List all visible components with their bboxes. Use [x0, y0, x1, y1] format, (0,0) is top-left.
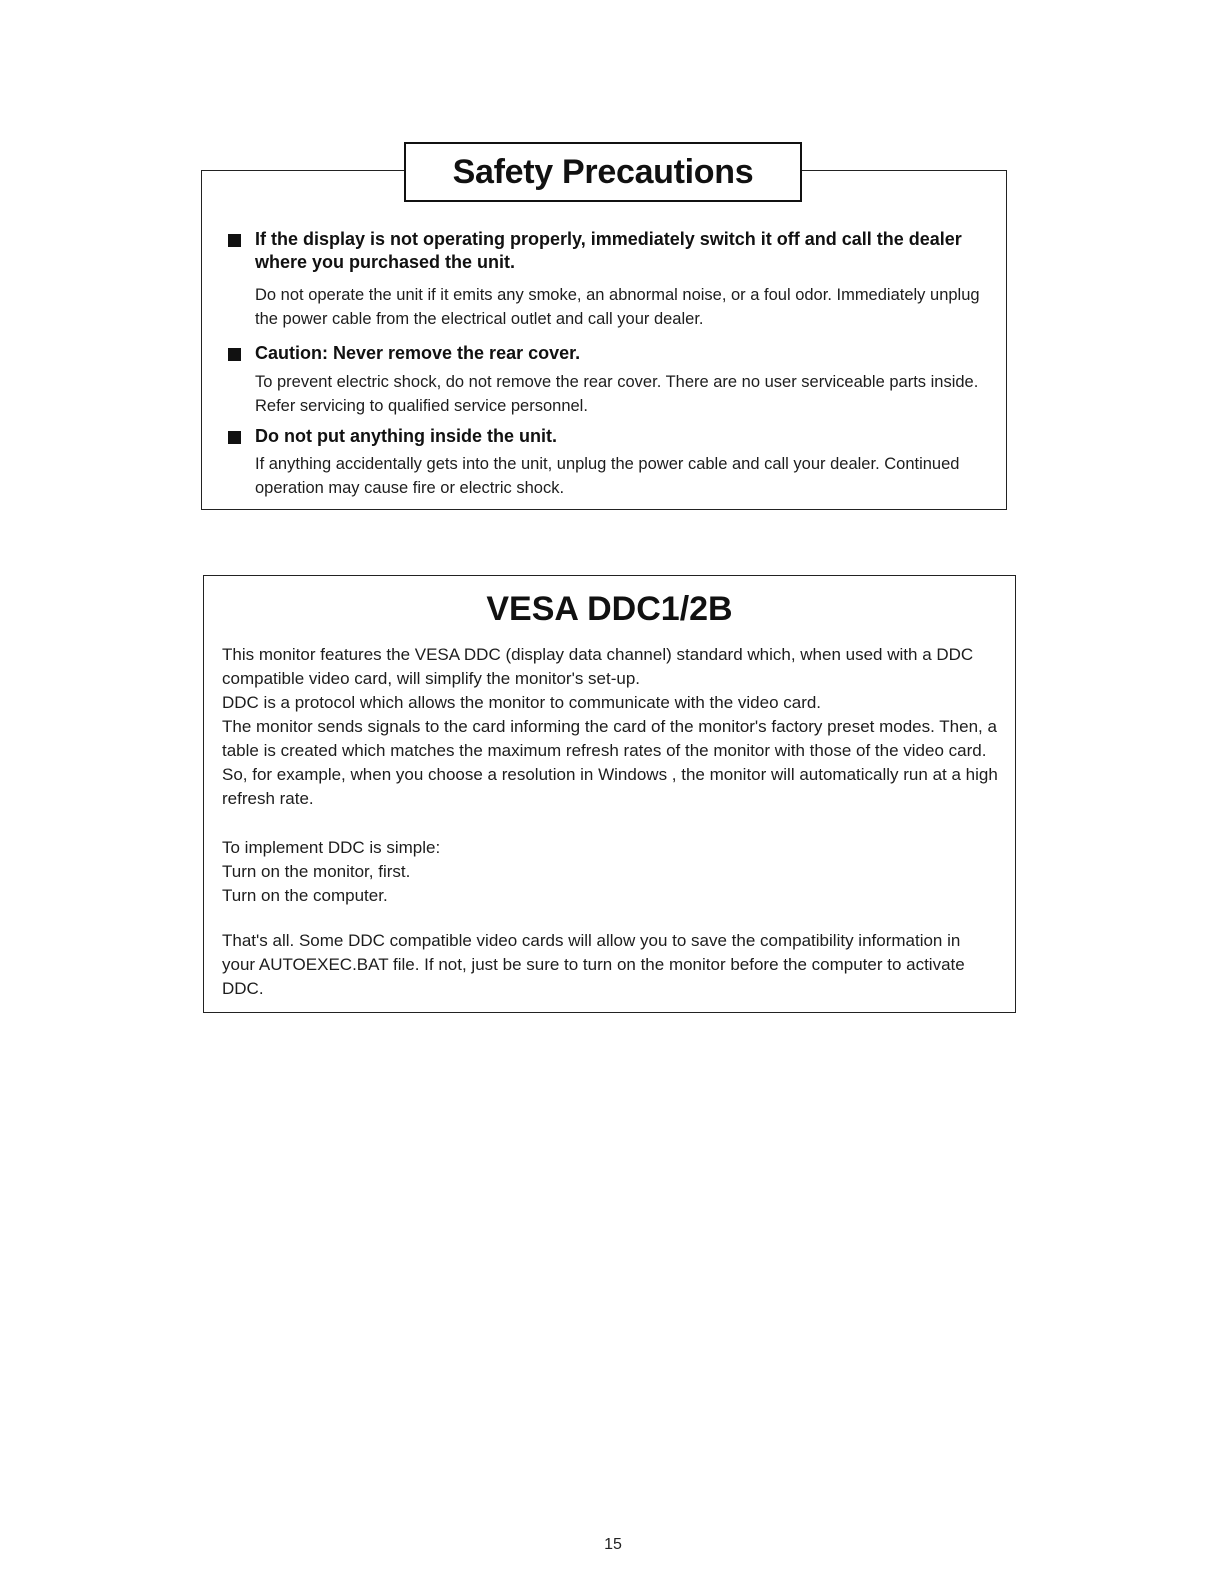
vesa-text-line: DDC is a protocol which allows the monitor to communicate with the video card. — [222, 693, 822, 712]
page-number: 15 — [604, 1536, 622, 1553]
vesa-paragraph-intro — [222, 643, 998, 811]
vesa-text-line: To implement DDC is simple: — [222, 838, 441, 857]
safety-item-body: To prevent electric shock, do not remove the rear cover. There are no user serviceable parts inside. Refer servicing to qualified service personnel. — [255, 373, 979, 415]
safety-item-heading: Do not put anything inside the unit. — [255, 426, 557, 446]
safety-item-body: Do not operate the unit if it emits any smoke, an abnormal noise, or a foul odor. Immediately unplug the power cable from the electrical outlet and call your dealer. — [255, 286, 980, 328]
vesa-title: VESA DDC1/2B — [486, 590, 733, 628]
vesa-text-line: Turn on the monitor, first. — [222, 862, 411, 881]
vesa-text-line: The monitor sends signals to the card informing the card of the monitor's factory preset modes. Then, a table is created which matches the maximum refresh rates of the monitor with those of the video card. So, for example, when you choose a resolution in Windows , the monitor will automatically run at a high refresh rate. — [222, 717, 998, 808]
safety-title: Safety Precautions — [452, 152, 754, 191]
safety-item-heading: Caution: Never remove the rear cover. — [255, 343, 581, 363]
square-bullet-icon — [228, 348, 241, 361]
square-bullet-icon — [228, 234, 241, 247]
vesa-text-line: This monitor features the VESA DDC (display data channel) standard which, when used with a DDC compatible video card, will simplify the monitor's set-up. — [222, 645, 974, 688]
vesa-paragraph-closing: That's all. Some DDC compatible video cards will allow you to save the compatibility information in your AUTOEXEC.BAT file. If not, just be sure to turn on the monitor before the computer to activate DDC. — [222, 931, 965, 998]
safety-item-body: If anything accidentally gets into the unit, unplug the power cable and call your dealer. Continued operation may cause fire or electric shock. — [255, 455, 960, 497]
vesa-text-line: Turn on the computer. — [222, 886, 388, 905]
safety-title-frame — [404, 142, 802, 202]
safety-item-heading: If the display is not operating properly, immediately switch it off and call the dealer where you purchased the unit. — [255, 229, 962, 272]
square-bullet-icon — [228, 431, 241, 444]
vesa-paragraph-steps — [222, 836, 998, 908]
